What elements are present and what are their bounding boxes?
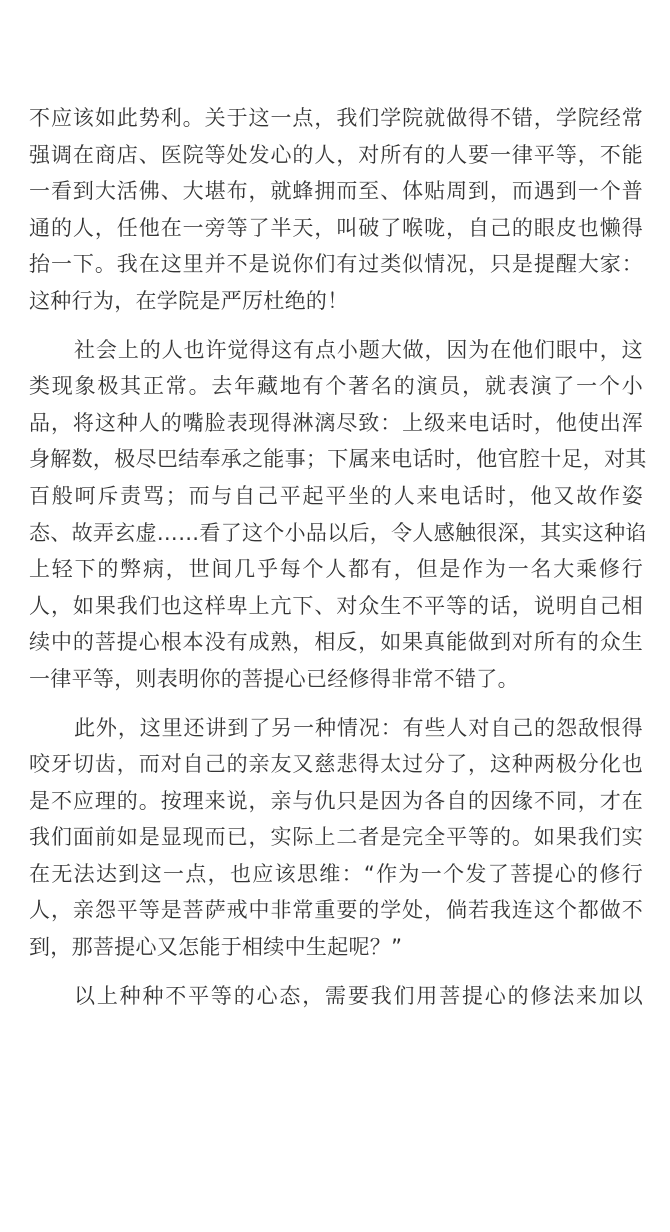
text-line: 社会上的人也许觉得这有点小题大做，因为在他们眼中，这 [74,337,643,362]
text-line: 强调在商店、医院等处发心的人，对所有的人要一律平等，不能 [29,142,643,167]
text-line: 咬牙切齿，而对自己的亲友又慈悲得太过分了，这种两极分化也 [29,752,643,777]
text-line: 一律平等，则表明你的菩提心已经修得非常不错了。 [29,666,519,691]
text-line: 我们面前如是显现而已，实际上二者是完全平等的。如果我们实 [29,825,643,850]
text-line: 态、故弄玄虚……看了这个小品以后，令人感触很深，其实这种谄 [29,520,647,545]
text-line: 品，将这种人的嘴脸表现得淋漓尽致：上级来电话时，他使出浑 [29,410,643,435]
text-line: 一看到大活佛、大堪布，就蜂拥而至、体贴周到，而遇到一个普 [29,179,643,204]
text-line: 上轻下的弊病，世间几乎每个人都有，但是作为一名大乘修行 [29,557,643,582]
text-line: 不应该如此势利。关于这一点，我们学院就做得不错，学院经常 [29,106,643,130]
document-page [29,100,647,1014]
text-line: 到，那菩提心又怎能于相续中生起呢？” [29,935,403,960]
text-line: 身解数，极尽巴结奉承之能事；下属来电话时，他官腔十足，对其 [29,447,647,472]
text-line: 以上种种不平等的心态，需要我们用菩提心的修法来加以 [74,983,643,1008]
text-line: 通的人，任他在一旁等了半天，叫破了喉咙，自己的眼皮也懒得 [29,215,643,240]
paragraph-2 [29,332,647,698]
text-line: 人，如果我们也这样卑上亢下、对众生不平等的话，说明自己相 [29,593,643,618]
text-line: 在无法达到这一点，也应该思维：“作为一个发了菩提心的修行 [29,861,643,886]
text-line: 人，亲怨平等是菩萨戒中非常重要的学处，倘若我连这个都做不 [29,898,643,923]
text-line: 此外，这里还讲到了另一种情况：有些人对自己的怨敌恨得 [74,715,643,740]
text-line: 抬一下。我在这里并不是说你们有过类似情况，只是提醒大家： [29,252,643,277]
text-line: 类现象极其正常。去年藏地有个著名的演员，就表演了一个小 [29,374,643,399]
paragraph-3 [29,710,643,966]
text-line: 这种行为，在学院是严厉杜绝的！ [29,288,349,313]
text-line: 是不应理的。按理来说，亲与仇只是因为各自的因缘不同，才在 [29,788,643,813]
text-line: 续中的菩提心根本没有成熟，相反，如果真能做到对所有的众生 [29,630,643,655]
paragraph-4 [29,978,643,1015]
text-line: 百般呵斥责骂；而与自己平起平坐的人来电话时，他又故作姿 [29,483,643,508]
paragraph-1 [29,100,643,320]
